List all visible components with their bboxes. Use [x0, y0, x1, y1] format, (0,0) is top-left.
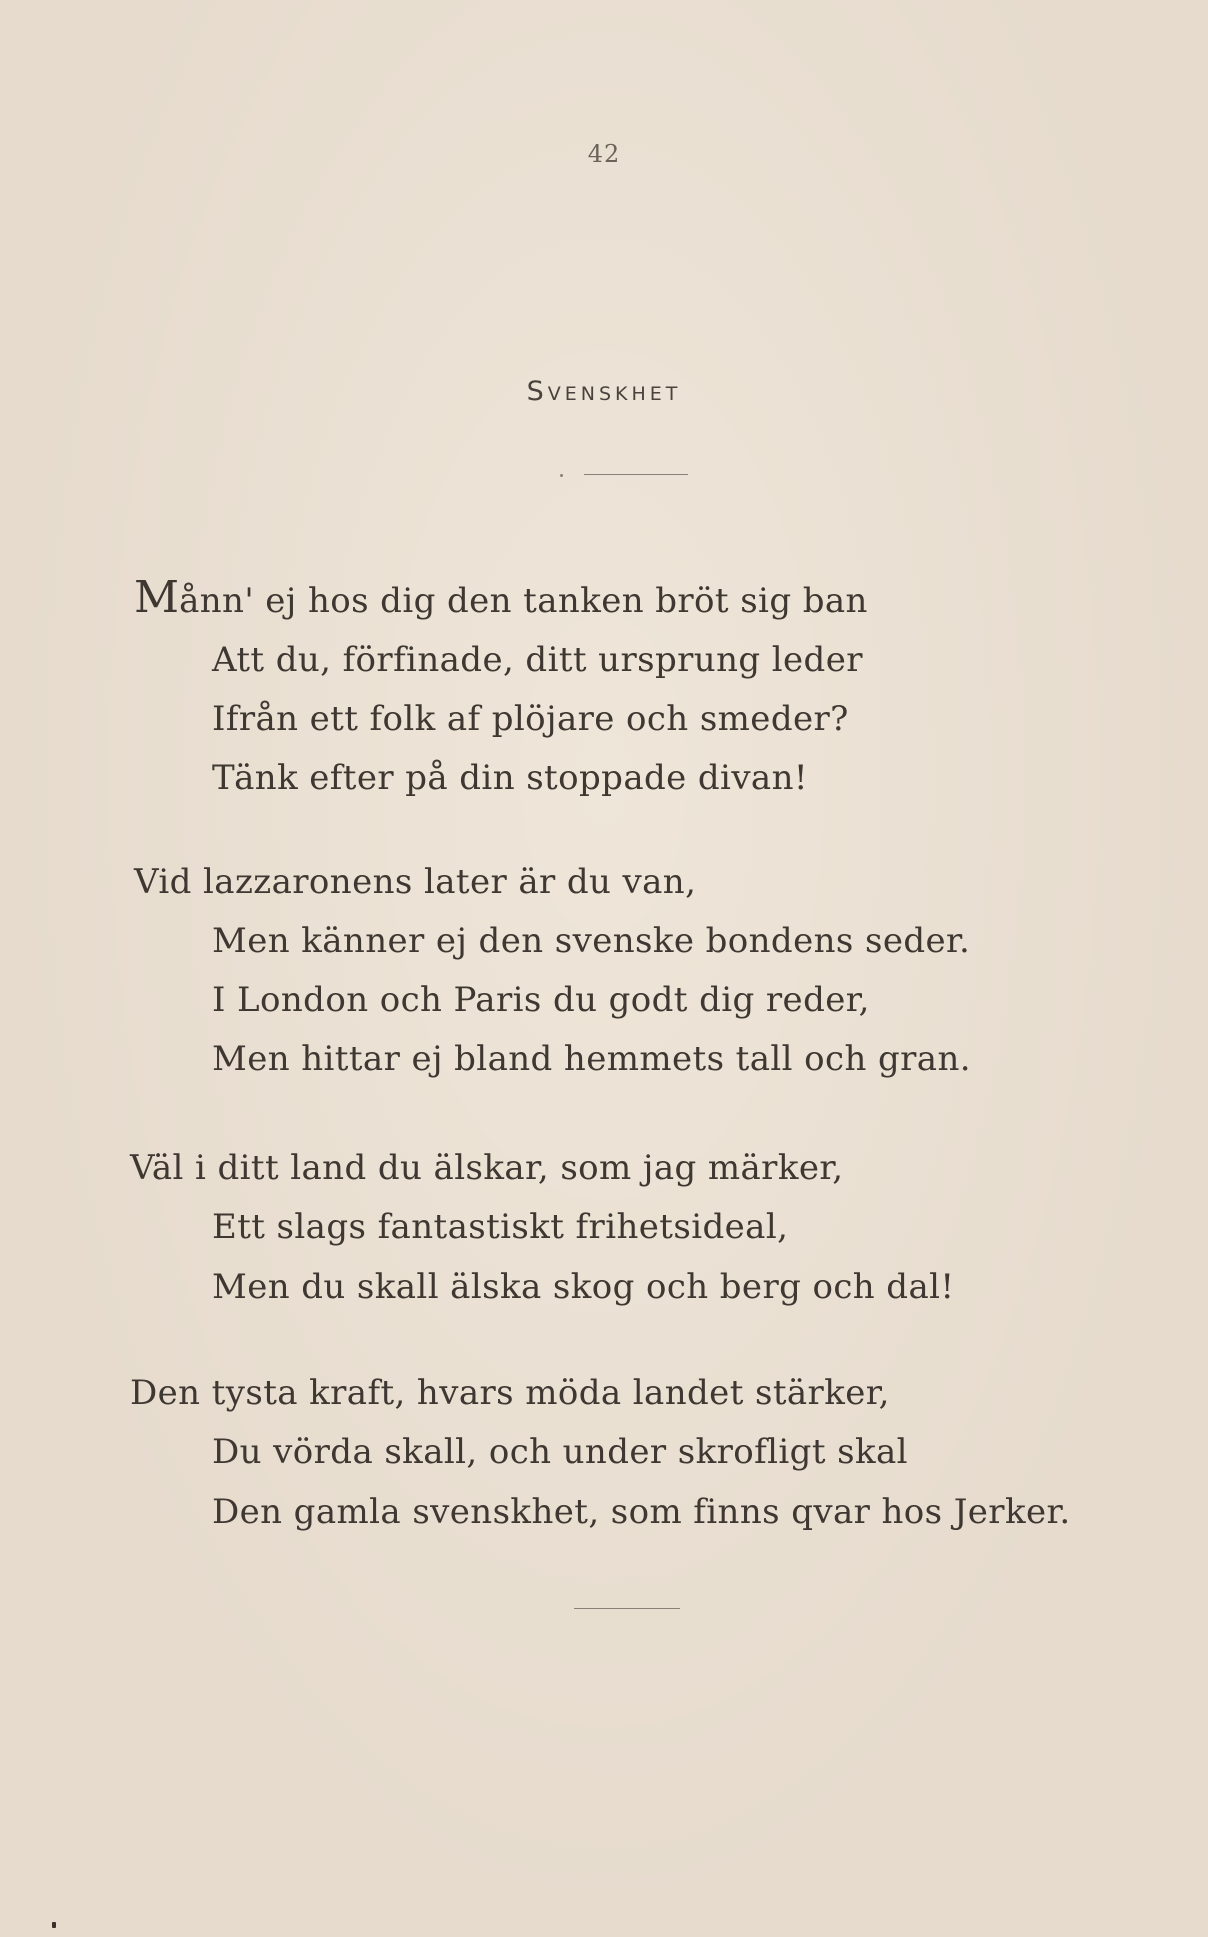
poem-line: Väl i ditt land du älskar, som jag märker,	[130, 1148, 844, 1188]
poem-line: I London och Paris du godt dig reder,	[212, 980, 870, 1020]
poem-line: Att du, förfinade, ditt ursprung leder	[212, 640, 863, 680]
poem-title: Svenskhet	[526, 376, 682, 407]
drop-cap: M	[134, 572, 180, 623]
poem-line: Den tysta kraft, hvars möda landet stärker,	[130, 1373, 890, 1413]
end-divider	[574, 1608, 680, 1609]
poem-line: Ett slags fantastiskt frihetsideal,	[212, 1207, 789, 1247]
poem-line: Men känner ej den svenske bondens seder.	[212, 921, 971, 961]
poem-line-1-text: ånn' ej hos dig den tanken bröt sig ban	[179, 581, 868, 621]
poem-line: Den gamla svenskhet, som finns qvar hos Jerker.	[212, 1492, 1071, 1532]
poem-line: Vid lazzaronens later är du van,	[134, 862, 697, 902]
poem-line-1	[134, 572, 868, 623]
poem-line: Men du skall älska skog och berg och dal!	[212, 1267, 955, 1307]
poem-line: Men hittar ej bland hemmets tall och gran.	[212, 1039, 971, 1079]
poem-line: Tänk efter på din stoppade divan!	[212, 758, 808, 798]
ink-speck	[52, 1922, 56, 1928]
poem-line: Du vörda skall, och under skrofligt skal	[212, 1432, 908, 1472]
page-number: 42	[587, 140, 621, 168]
poem-line: Ifrån ett folk af plöjare och smeder?	[212, 699, 849, 739]
